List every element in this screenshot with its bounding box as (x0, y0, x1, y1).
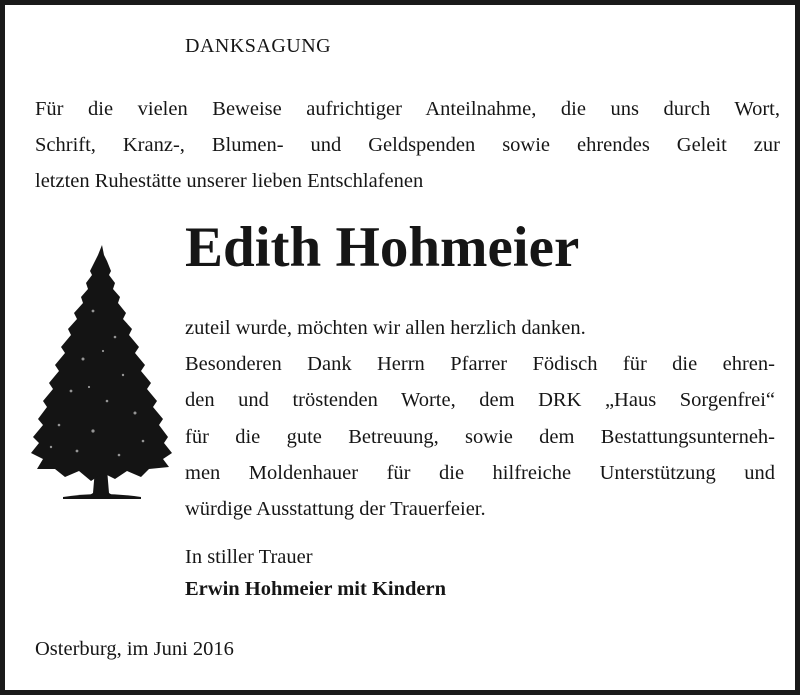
fir-tree-icon (23, 241, 179, 503)
mourning-line: In stiller Trauer (185, 546, 313, 568)
place-and-date: Osterburg, im Juni 2016 (35, 638, 234, 660)
notice-heading: DANKSAGUNG (185, 35, 332, 57)
intro-line: Schrift, Kranz-, Blumen- und Geldspenden sowie ehrendes Geleit zur (35, 134, 780, 156)
body-line: würdige Ausstattung der Trauerfeier. (185, 498, 486, 521)
deceased-name: Edith Hohmeier (185, 216, 580, 279)
body-line: den und tröstenden Worte, dem DRK „Haus Sorgenfrei“ (185, 389, 775, 412)
body-paragraph (185, 310, 775, 527)
family-signature: Erwin Hohmeier mit Kindern (185, 578, 446, 600)
intro-line: letzten Ruhestätte unserer lieben Entschlafenen (35, 170, 424, 192)
intro-line: Für die vielen Beweise aufrichtiger Anteilnahme, die uns durch Wort, (35, 98, 780, 120)
intro-paragraph (35, 91, 780, 199)
body-line: men Moldenhauer für die hilfreiche Unterstützung und (185, 461, 775, 484)
body-line: für die gute Betreuung, sowie dem Bestattungsunterneh- (185, 425, 775, 448)
body-line: zuteil wurde, möchten wir allen herzlich danken. (185, 317, 586, 339)
body-line: Besonderen Dank Herrn Pfarrer Födisch für die ehren- (185, 353, 775, 376)
